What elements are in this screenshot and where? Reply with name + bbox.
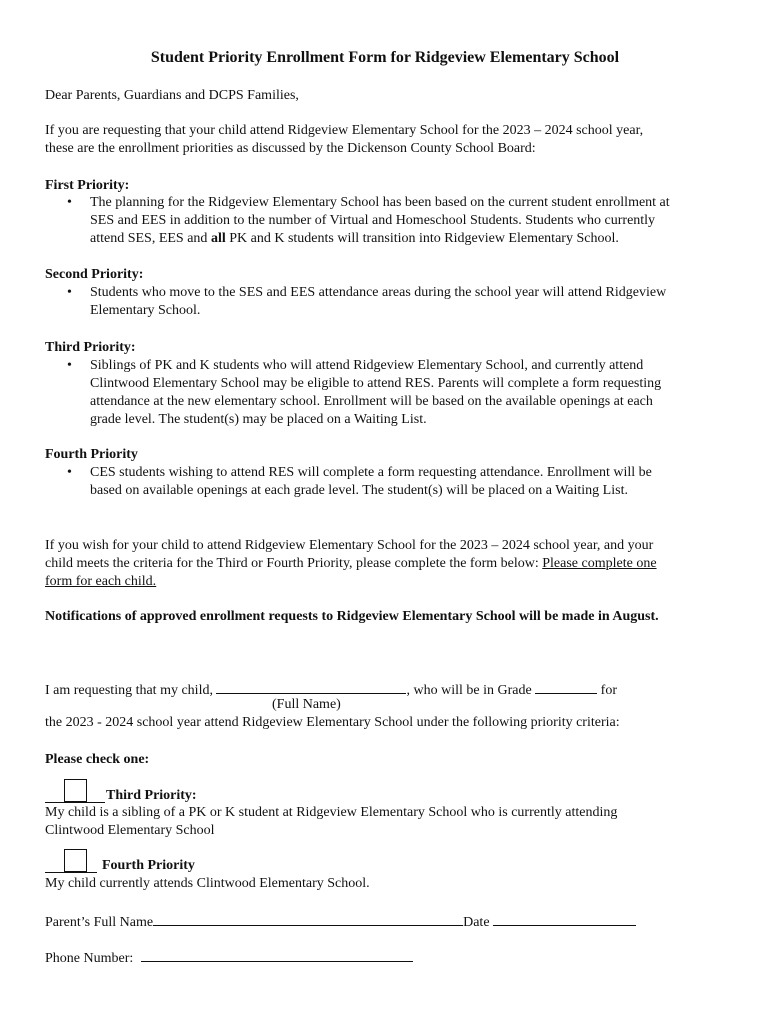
bullet-icon: • [67, 465, 72, 480]
date-label: Date [463, 915, 494, 930]
bullet-icon: • [67, 358, 72, 373]
third-priority-option-desc-1: My child is a sibling of a PK or K student at Ridgeview Elementary School who is currently attending [45, 805, 618, 820]
bullet-icon: • [67, 195, 72, 210]
first-priority-line-2: SES and EES in addition to the number of Virtual and Homeschool Students. Students who currently [90, 213, 656, 228]
third-priority-checkbox[interactable] [64, 779, 87, 802]
third-priority-check-line [45, 802, 105, 803]
child-name-field[interactable] [216, 679, 406, 694]
wish-line-2-text: child meets the criteria for the Third or Fourth Priority, please complete the form below: [45, 556, 543, 571]
third-priority-line-4: grade level. The student(s) may be placed on a Waiting List. [90, 412, 427, 427]
parent-name-field[interactable] [153, 911, 463, 926]
fourth-priority-checkbox[interactable] [64, 849, 87, 872]
parent-name-row [45, 911, 636, 932]
first-priority-line-3 [90, 230, 619, 248]
date-field[interactable] [493, 911, 636, 926]
first-priority-line-1: The planning for the Ridgeview Elementary School has been based on the current student enrollment at [90, 195, 670, 210]
notification-text: Notifications of approved enrollment requests to Ridgeview Elementary School will be made in August. [45, 609, 659, 624]
wish-line-1: If you wish for your child to attend Ridgeview Elementary School for the 2023 – 2024 school year, and your [45, 538, 654, 553]
second-priority-heading: Second Priority: [45, 267, 144, 282]
fourth-priority-line-1: CES students wishing to attend RES will complete a form requesting attendance. Enrollment will be [90, 465, 652, 480]
second-priority-line-2: Elementary School. [90, 303, 201, 318]
phone-label: Phone Number: [45, 951, 137, 966]
second-priority-line-1: Students who move to the SES and EES attendance areas during the school year will attend Ridgeview [90, 285, 667, 300]
phone-field[interactable] [141, 947, 413, 962]
request-line-3: the 2023 - 2024 school year attend Ridgeview Elementary School under the following priority criteria: [45, 715, 620, 730]
third-priority-heading: Third Priority: [45, 340, 136, 355]
request-post: for [597, 683, 617, 698]
fourth-priority-check-line [45, 872, 97, 873]
intro-line-1: If you are requesting that your child attend Ridgeview Elementary School for the 2023 – 2024 school year, [45, 123, 644, 138]
fourth-priority-line-2: based on available openings at each grade level. The student(s) will be placed on a Waiting List. [90, 483, 628, 498]
fourth-priority-heading: Fourth Priority [45, 447, 138, 462]
third-priority-option-label: Third Priority: [106, 788, 197, 803]
intro-line-2: these are the enrollment priorities as discussed by the Dickenson County School Board: [45, 141, 536, 156]
first-priority-heading: First Priority: [45, 178, 130, 193]
one-form-per-child-note: Please complete one [542, 556, 657, 571]
first-priority-emphasis: all [210, 231, 226, 246]
third-priority-line-3: attendance at the new elementary school. Enrollment will be based on the available openings at each [90, 394, 653, 409]
fourth-priority-option-label: Fourth Priority [102, 858, 195, 873]
third-priority-option-desc-2: Clintwood Elementary School [45, 823, 215, 838]
grade-field[interactable] [535, 679, 597, 694]
first-priority-line-3-pre: attend SES, EES and [90, 231, 211, 246]
parent-name-label: Parent’s Full Name [45, 915, 154, 930]
greeting: Dear Parents, Guardians and DCPS Families, [45, 88, 299, 103]
request-mid: , who will be in Grade [406, 683, 536, 698]
phone-row [45, 947, 413, 968]
fourth-priority-option-desc: My child currently attends Clintwood Elementary School. [45, 876, 370, 891]
one-form-per-child-note-cont: form for each child. [45, 574, 157, 589]
bullet-icon: • [67, 285, 72, 300]
page-title: Student Priority Enrollment Form for Ridgeview Elementary School [150, 49, 620, 66]
check-one-label: Please check one: [45, 752, 150, 767]
third-priority-line-2: Clintwood Elementary School may be eligible to attend RES. Parents will complete a form requesting [90, 376, 662, 391]
request-pre: I am requesting that my child, [45, 683, 217, 698]
wish-line-2 [45, 555, 657, 573]
full-name-caption: (Full Name) [272, 697, 341, 712]
third-priority-line-1: Siblings of PK and K students who will attend Ridgeview Elementary School, and currently attend [90, 358, 644, 373]
first-priority-line-3-post: PK and K students will transition into Ridgeview Elementary School. [225, 231, 619, 246]
